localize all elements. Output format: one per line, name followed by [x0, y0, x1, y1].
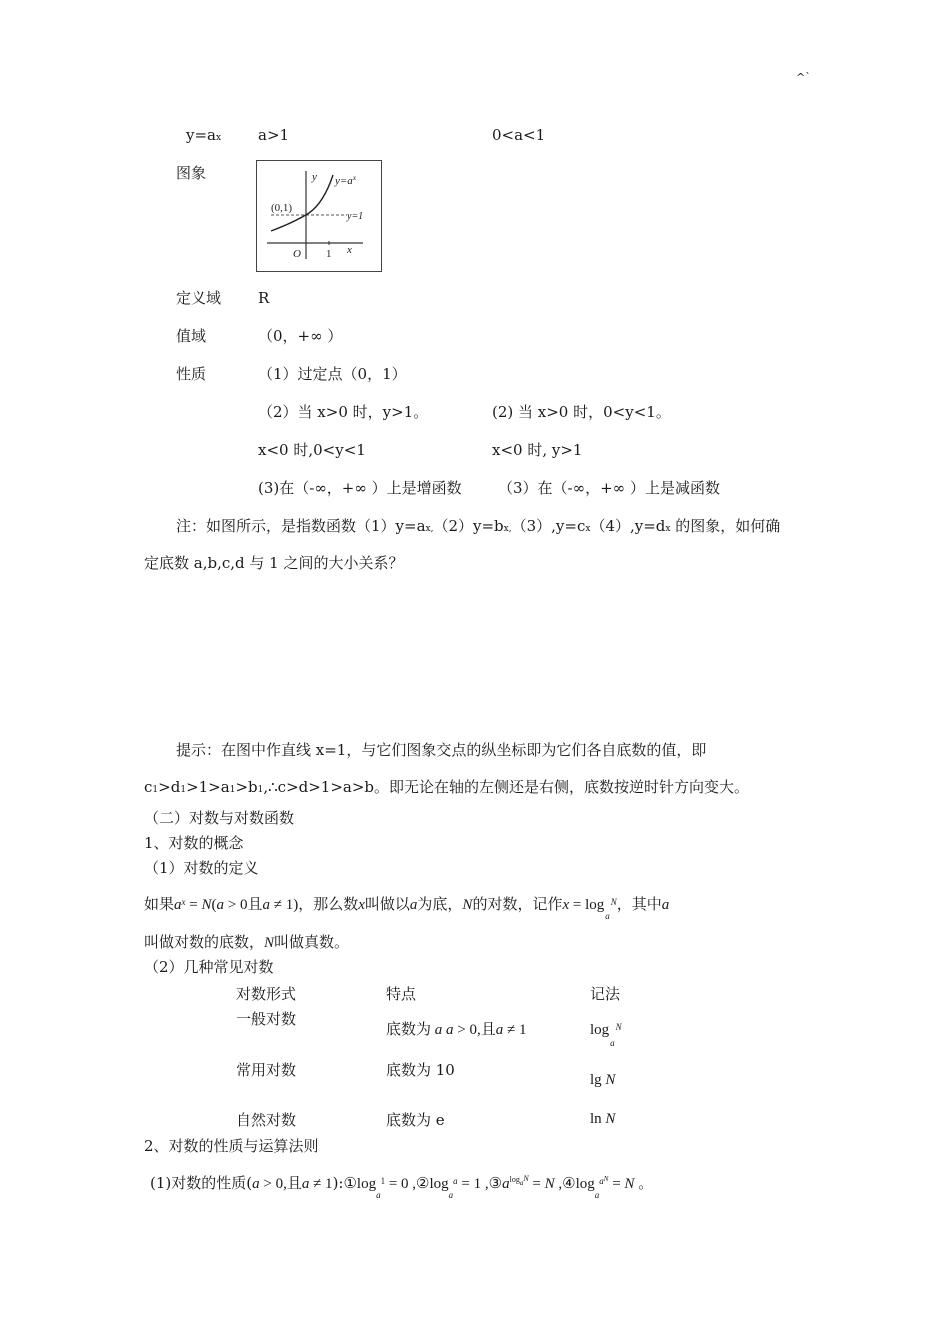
table-header-col1: a>1	[258, 126, 290, 144]
graph-y-axis-label: y	[312, 171, 317, 183]
log-row-natural-form: 自然对数	[236, 1111, 297, 1129]
definition-line-2: 叫做对数的底数，N叫做真数。	[144, 933, 350, 951]
graph-tick-label: 1	[326, 248, 332, 260]
log-row-common-feature: 底数为 10	[386, 1061, 455, 1079]
exponential-graph	[256, 160, 382, 272]
property-1: （1）过定点（0，1）	[258, 365, 407, 383]
corner-mark: ^`	[796, 71, 811, 84]
log-row-natural-feature: 底数为 e	[386, 1111, 445, 1129]
property-3-right: （3）在（-∞，+∞ ）上是减函数	[498, 479, 720, 497]
graph-label: 图象	[176, 164, 207, 182]
subsection-2: 2、对数的性质与运算法则	[144, 1137, 319, 1155]
subsection-1: 1、对数的概念	[144, 834, 244, 852]
definition-line-1: 如果$a^x = N(a > 0$且a ≠ 1)，那么数x叫做以a为底，N的对数，记作$x = \log_a^N$，其中a	[144, 895, 670, 921]
log-row-natural-notation: ln N	[590, 1111, 616, 1127]
graph-curve-label: $y=a^x$	[335, 174, 356, 187]
property-2b-left: x<0 时,0<y<1	[258, 441, 366, 459]
domain-label: 定义域	[176, 289, 222, 307]
section-title: （二）对数与对数函数	[144, 809, 295, 827]
hint-line-1: 提示：在图中作直线 x=1，与它们图象交点的纵坐标即为它们各自底数的值，即	[176, 741, 707, 759]
log-table-header-notation: 记法	[590, 985, 621, 1003]
note-line-2: 定底数 a,b,c,d 与 1 之间的大小关系？	[144, 554, 404, 572]
property-2b-right: x<0 时, y>1	[492, 441, 583, 459]
subsection-1a: （1）对数的定义	[144, 859, 259, 877]
log-row-common-notation: lg N	[590, 1072, 616, 1088]
table-header-col2: 0<a<1	[492, 126, 546, 144]
log-table-header-feature: 特点	[386, 985, 417, 1003]
note-line-1: 注：如图所示，是指数函数（1）y=ax,（2）y=bx,（3）,y=cx（4）,y=dx 的图象，如何确	[176, 517, 781, 535]
log-table-header-form: 对数形式	[236, 985, 297, 1003]
graph-point-label: (0,1)	[271, 202, 293, 214]
domain-value: R	[258, 289, 270, 307]
log-row-common-form: 常用对数	[236, 1061, 297, 1079]
property-2-left: （2）当 x>0 时，y>1。	[258, 403, 429, 421]
property-label: 性质	[176, 365, 207, 383]
table-header-func: y=ax	[186, 126, 222, 144]
hint-line-2: c1>d1>1>a1>b1,∴c>d>1>a>b。即无论在轴的左侧还是右侧，底数按逆时针方向变大。	[144, 778, 750, 796]
log-row-general-form: 一般对数	[236, 1010, 297, 1028]
property-2-right: (2) 当 x>0 时，0<y<1。	[492, 403, 671, 421]
graph-x-axis-label: x	[347, 244, 352, 256]
property-3-left: (3)在（-∞，+∞ ）上是增函数	[258, 479, 462, 497]
log-properties-line: (1)对数的性质(a > 0,且$a \ne 1):①\log_a^1 = 0$ $,②\log_a^a = 1$ $,③a^{logaN} = N$ $,④\log_a^{aN} = N$ 。	[150, 1174, 654, 1200]
range-value: （0，+∞ ）	[258, 327, 343, 345]
subsection-1b: （2）几种常见对数	[144, 958, 274, 976]
log-row-general-feature: 底数为 a a > 0,且a ≠ 1	[386, 1020, 527, 1038]
exponential-graph-svg	[257, 161, 381, 271]
range-label: 值域	[176, 327, 207, 345]
graph-origin-label: O	[293, 248, 301, 260]
graph-line-label: y=1	[347, 211, 364, 222]
log-row-general-notation: $\log_a^N$	[590, 1022, 622, 1048]
